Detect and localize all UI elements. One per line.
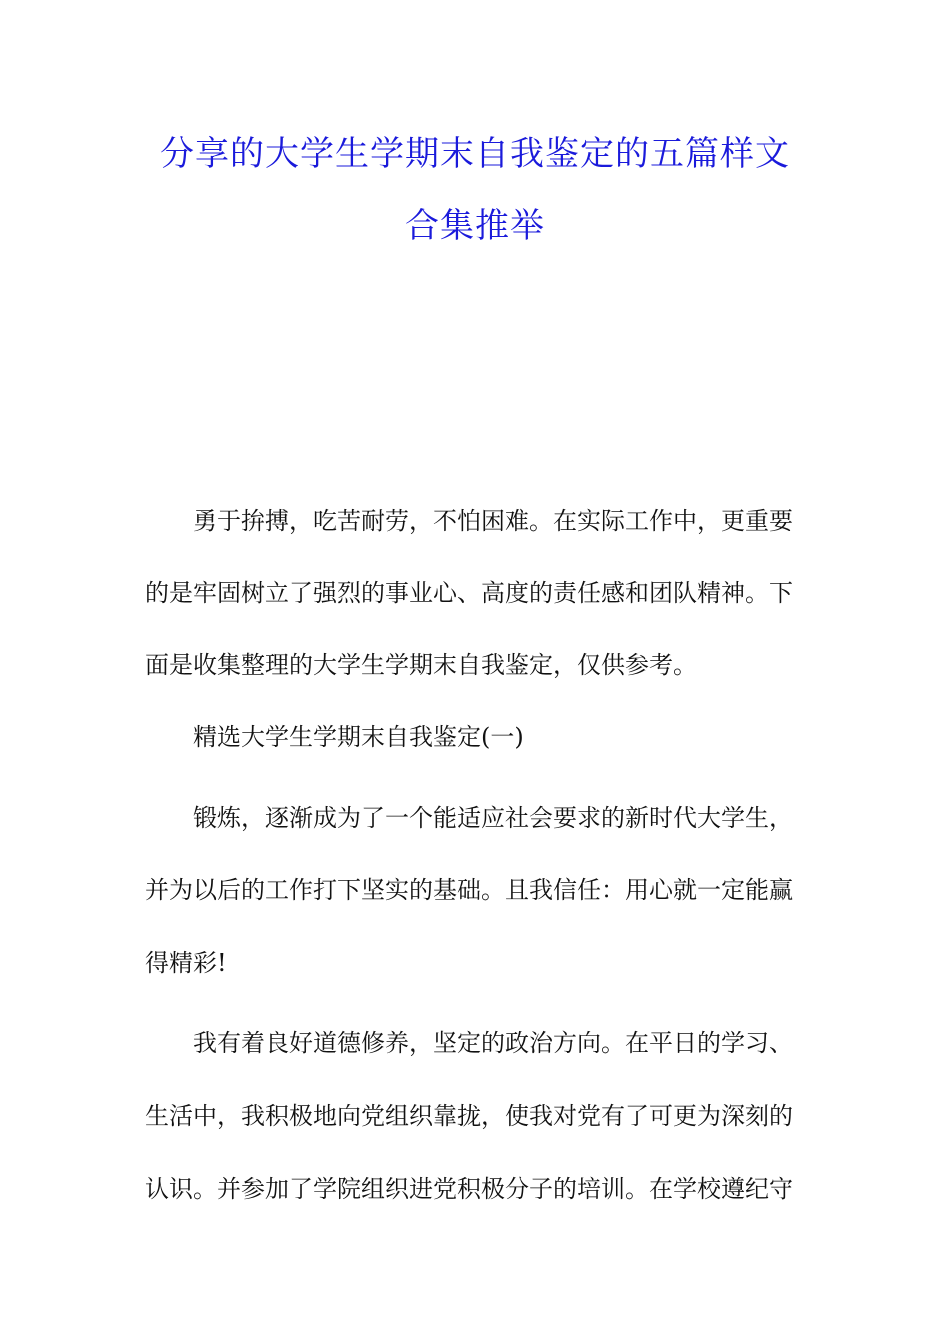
document-title-line-2: 合集推举 <box>405 206 545 246</box>
body-text-line-5: 锻炼，逐渐成为了一个能适应社会要求的新时代大学生， <box>193 804 793 832</box>
body-text-line-6: 并为以后的工作打下坚实的基础。且我信任：用心就一定能赢 <box>145 876 793 904</box>
body-text-line-10: 认识。并参加了学院组织进党积极分子的培训。在学校遵纪守 <box>145 1175 793 1203</box>
body-text-line-8: 我有着良好道德修养，坚定的政治方向。在平日的学习、 <box>193 1029 793 1057</box>
body-text-line-2: 的是牢固树立了强烈的事业心、高度的责任感和团队精神。下 <box>145 579 793 607</box>
body-text-line-7: 得精彩! <box>145 949 227 977</box>
body-text-line-9: 生活中，我积极地向党组织靠拢，使我对党有了可更为深刻的 <box>145 1102 793 1130</box>
document-title-line-1: 分享的大学生学期末自我鉴定的五篇样文 <box>160 134 790 174</box>
body-text-line-3: 面是收集整理的大学生学期末自我鉴定，仅供参考。 <box>145 651 697 679</box>
section-heading: 精选大学生学期末自我鉴定(一) <box>193 723 524 751</box>
body-text-line-1: 勇于拚搏，吃苦耐劳，不怕困难。在实际工作中，更重要 <box>193 507 793 535</box>
